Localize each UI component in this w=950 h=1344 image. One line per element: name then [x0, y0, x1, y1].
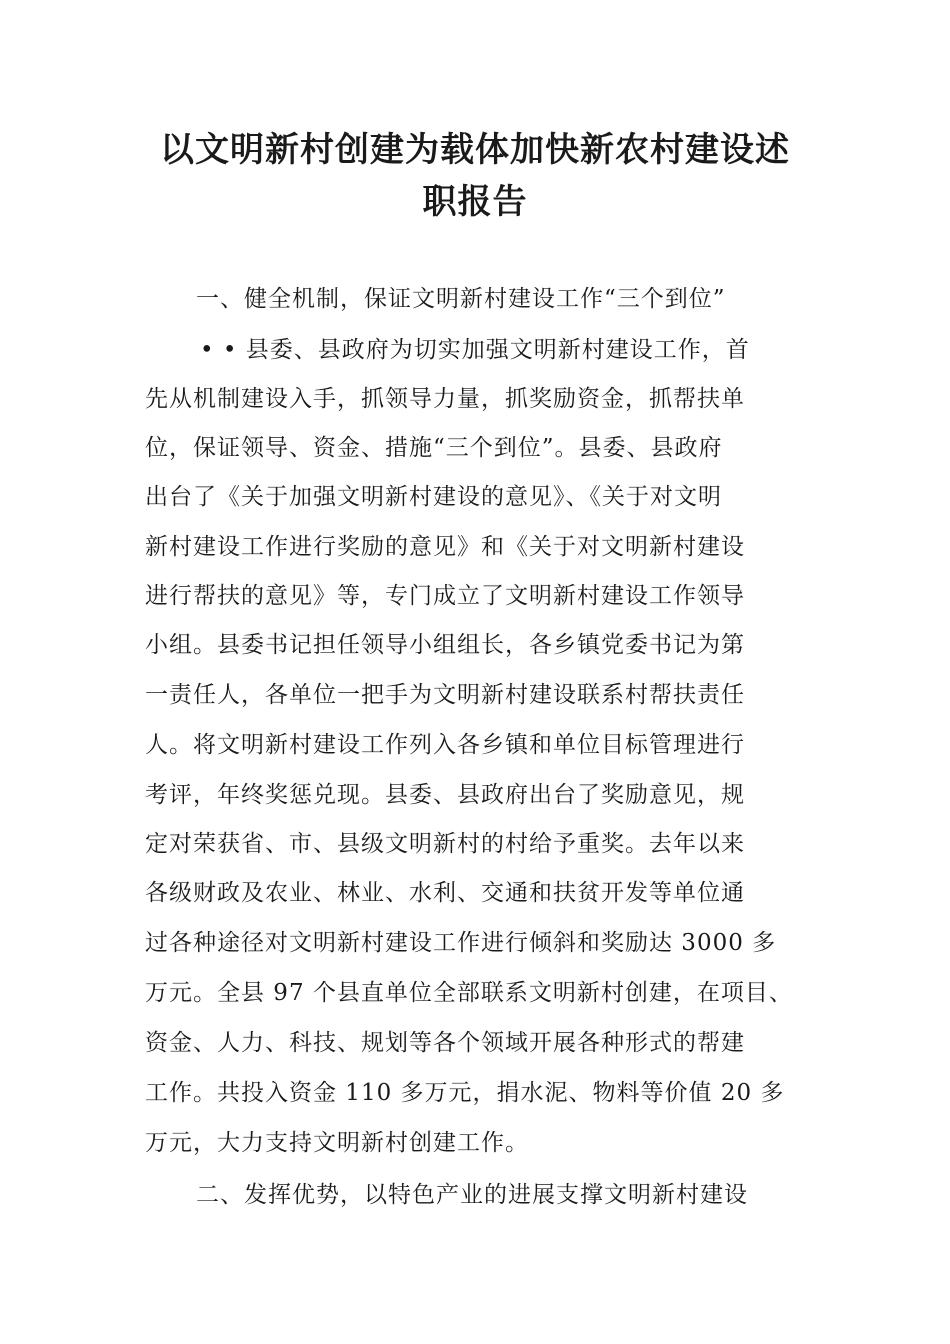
paragraph-line: 先从机制建设入手，抓领导力量，抓奖励资金，抓帮扶单 — [145, 386, 745, 412]
paragraph-line: 资金、人力、科技、规划等各个领域开展各种形式的帮建 — [145, 1030, 745, 1056]
paragraph-line: 考评，年终奖惩兑现。县委、县政府出台了奖励意见，规 — [145, 782, 745, 808]
paragraph-line: 万元。全县 97 个县直单位全部联系文明新村创建，在项目、 — [145, 980, 793, 1006]
section-1-heading: 一、健全机制，保证文明新村建设工作“三个到位” — [196, 286, 726, 312]
paragraph-line: 出台了《关于加强文明新村建设的意见》、《关于对文明 — [145, 484, 722, 510]
document-title-line-2: 职报告 — [422, 182, 528, 222]
paragraph-line: 新村建设工作进行奖励的意见》和《关于对文明新村建设 — [145, 534, 745, 560]
paragraph-line: 过各种途径对文明新村建设工作进行倾斜和奖励达 3000 多 — [145, 930, 777, 956]
document-title-line-1: 以文明新村创建为载体加快新农村建设述 — [160, 130, 790, 170]
paragraph-line: 小组。县委书记担任领导小组组长，各乡镇党委书记为第 — [145, 632, 745, 658]
section-2-heading: 二、发挥优势，以特色产业的进展支撑文明新村建设 — [196, 1182, 748, 1208]
paragraph-line: 进行帮扶的意见》等，专门成立了文明新村建设工作领导 — [145, 583, 745, 609]
paragraph-line: 一责任人，各单位一把手为文明新村建设联系村帮扶责任 — [145, 682, 745, 708]
paragraph-line: • • 县委、县政府为切实加强文明新村建设工作，首 — [200, 337, 750, 363]
paragraph-line: 工作。共投入资金 110 多万元，捐水泥、物料等价值 20 多 — [145, 1080, 785, 1106]
paragraph-line: 人。将文明新村建设工作列入各乡镇和单位目标管理进行 — [145, 732, 745, 758]
paragraph-line: 定对荣获省、市、县级文明新村的村给予重奖。去年以来 — [145, 831, 745, 857]
paragraph-line: 万元，大力支持文明新村创建工作。 — [145, 1130, 529, 1156]
paragraph-line: 各级财政及农业、林业、水利、交通和扶贫开发等单位通 — [145, 880, 745, 906]
paragraph-line: 位，保证领导、资金、措施“三个到位”。县委、县政府 — [145, 435, 723, 461]
